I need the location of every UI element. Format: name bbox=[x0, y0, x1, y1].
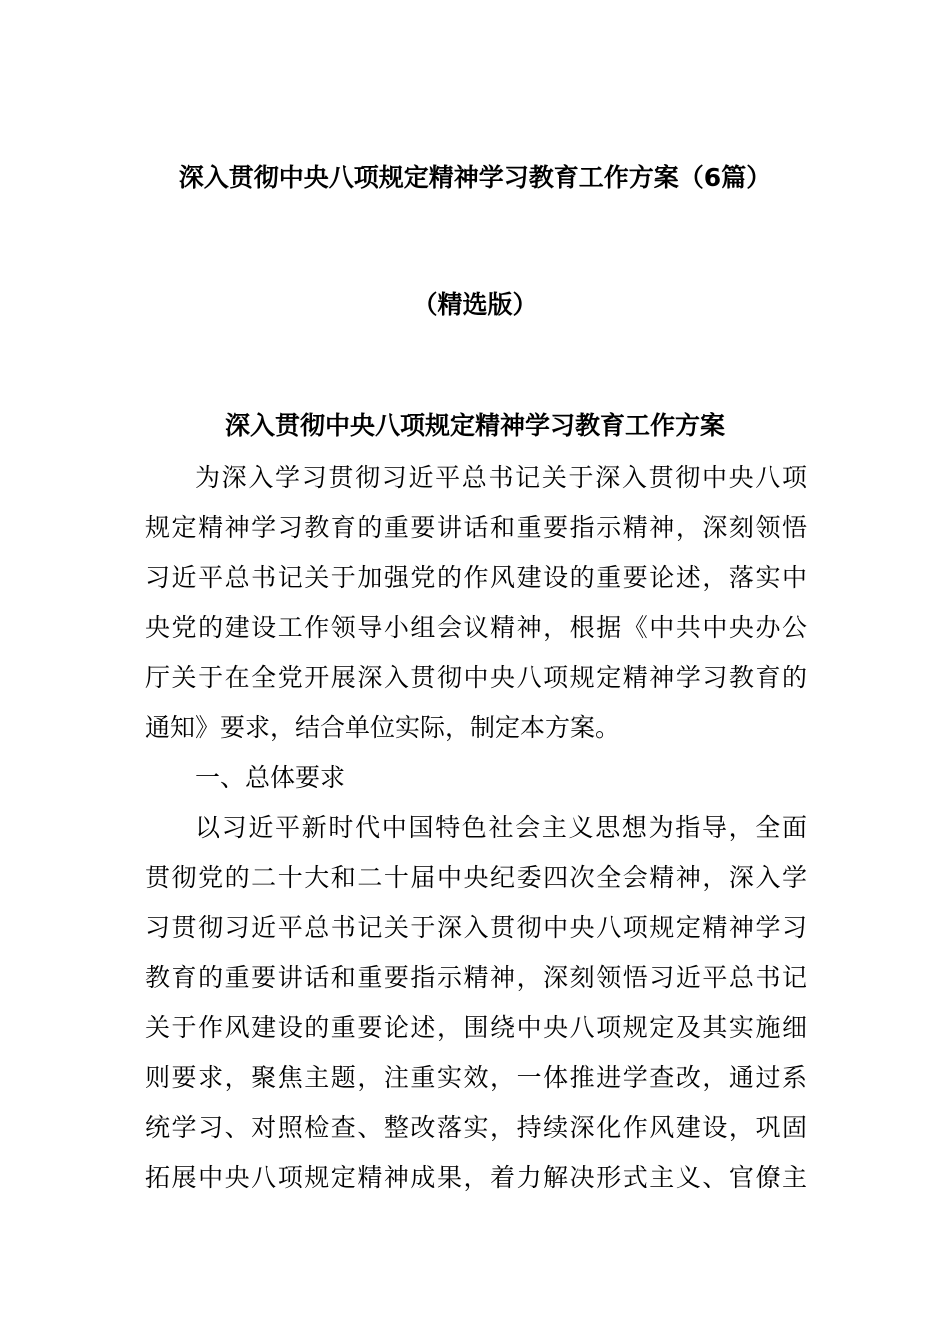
paragraph-line: 习近平总书记关于加强党的作风建设的重要论述，落实中 bbox=[145, 563, 807, 592]
paragraph-line: 教育的重要讲话和重要指示精神，深刻领悟习近平总书记 bbox=[145, 963, 807, 992]
paragraph-line: 统学习、对照检查、整改落实，持续深化作风建设，巩固 bbox=[145, 1113, 807, 1142]
paragraph-line: 关于作风建设的重要论述，围绕中央八项规定及其实施细 bbox=[145, 1013, 807, 1042]
body-text bbox=[145, 453, 807, 1203]
paragraph-line: 为深入学习贯彻习近平总书记关于深入贯彻中央八项 bbox=[195, 463, 807, 492]
paragraph-line: 央党的建设工作领导小组会议精神，根据《中共中央办公 bbox=[145, 613, 807, 642]
section-title: 深入贯彻中央八项规定精神学习教育工作方案 bbox=[224, 411, 725, 440]
paragraph-line: 则要求，聚焦主题，注重实效，一体推进学查改，通过系 bbox=[145, 1063, 807, 1092]
paragraph-line: 拓展中央八项规定精神成果，着力解决形式主义、官僚主 bbox=[145, 1163, 807, 1192]
paragraph-line: 贯彻党的二十大和二十届中央纪委四次全会精神，深入学 bbox=[145, 863, 807, 892]
paragraph-line: 通知》要求，结合单位实际，制定本方案。 bbox=[145, 713, 621, 742]
paragraph-line: 习贯彻习近平总书记关于深入贯彻中央八项规定精神学习 bbox=[145, 913, 807, 942]
paragraph-line: 规定精神学习教育的重要讲话和重要指示精神，深刻领悟 bbox=[145, 513, 807, 542]
paragraph-line: 厅关于在全党开展深入贯彻中央八项规定精神学习教育的 bbox=[145, 663, 807, 692]
document-title: 深入贯彻中央八项规定精神学习教育工作方案（6篇） bbox=[178, 163, 772, 192]
paragraph-line: 以习近平新时代中国特色社会主义思想为指导，全面 bbox=[195, 813, 807, 842]
section-heading: 一、总体要求 bbox=[195, 763, 346, 792]
document-subtitle: （精选版） bbox=[412, 290, 538, 319]
